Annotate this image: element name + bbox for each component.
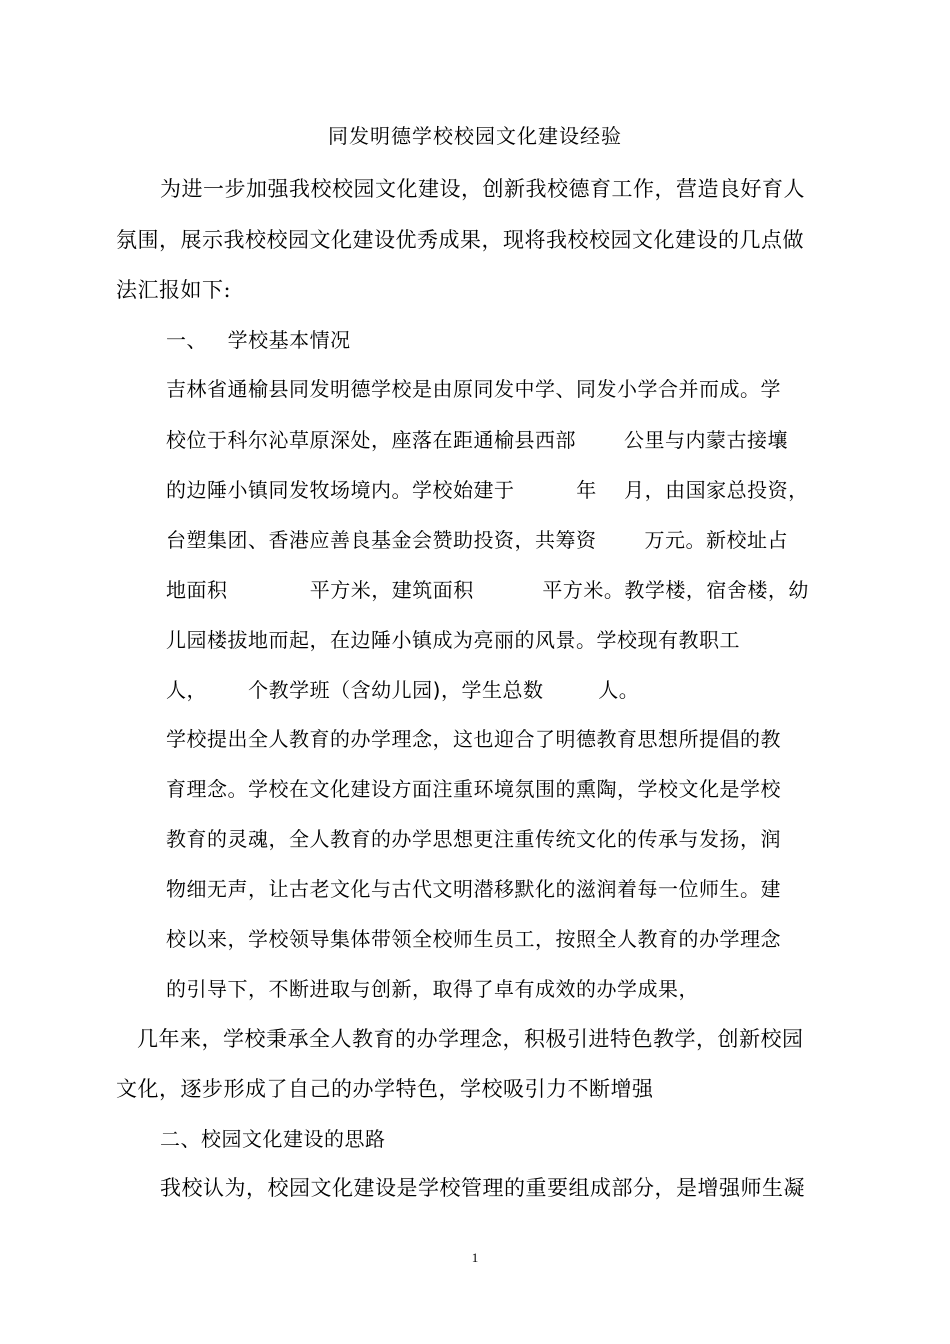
section1-p2-line-6: 的引导下，不断进取与创新，取得了卓有成效的办学成果， <box>166 977 699 1001</box>
section1-p1-line-5: 地面积 平方米，建筑面积 平方米。教学楼，宿舍楼，幼 <box>166 578 809 602</box>
section1-p2-line-3: 教育的灵魂，全人教育的办学思想更注重传统文化的传承与发扬，润 <box>166 827 781 851</box>
section1-p1-line-4: 台塑集团、香港应善良基金会赞助投资，共筹资 万元。新校址占 <box>166 528 789 552</box>
page-number: 1 <box>471 1250 479 1265</box>
section1-p1-line-3: 的边陲小镇同发牧场境内。学校始建于 年 月，由国家总投资， <box>166 478 809 502</box>
section1-p2-line-5: 校以来，学校领导集体带领全校师生员工，按照全人教育的办学理念 <box>166 927 781 951</box>
section1-p3-line-1: 几年来，学校秉承全人教育的办学理念，积极引进特色教学，创新校园 <box>137 1027 804 1051</box>
document-title: 同发明德学校校园文化建设经验 <box>328 124 622 148</box>
section1-p3-line-2: 文化，逐步形成了自己的办学特色，学校吸引力不断增强 <box>116 1077 654 1101</box>
section1-p1-line-6: 儿园楼拔地而起，在边陲小镇成为亮丽的风景。学校现有教职工 <box>166 628 740 652</box>
section1-p2-line-4: 物细无声，让古老文化与古代文明潜移默化的滋润着每一位师生。建 <box>166 877 781 901</box>
section2-heading: 二、校园文化建设的思路 <box>160 1127 386 1151</box>
intro-line-1: 为进一步加强我校校园文化建设，创新我校德育工作，营造良好育人 <box>160 177 805 201</box>
intro-line-3: 法汇报如下: <box>116 278 232 302</box>
section1-heading: 一、 学校基本情况 <box>166 328 351 352</box>
section1-p2-line-2: 育理念。学校在文化建设方面注重环境氛围的熏陶，学校文化是学校 <box>166 777 781 801</box>
section1-p2-line-1: 学校提出全人教育的办学理念，这也迎合了明德教育思想所提倡的教 <box>166 727 781 751</box>
intro-line-2: 氛围，展示我校校园文化建设优秀成果，现将我校校园文化建设的几点做 <box>116 228 804 252</box>
section1-p1-line-7: 人， 个教学班（含幼儿园)，学生总数 人。 <box>166 678 640 702</box>
section2-p1-line-1: 我校认为，校园文化建设是学校管理的重要组成部分，是增强师生凝 <box>160 1176 805 1200</box>
section1-p1-line-1: 吉林省通榆县同发明德学校是由原同发中学、同发小学合并而成。学 <box>166 377 781 401</box>
section1-p1-line-2: 校位于科尔沁草原深处，座落在距通榆县西部 公里与内蒙古接壤 <box>166 428 789 452</box>
